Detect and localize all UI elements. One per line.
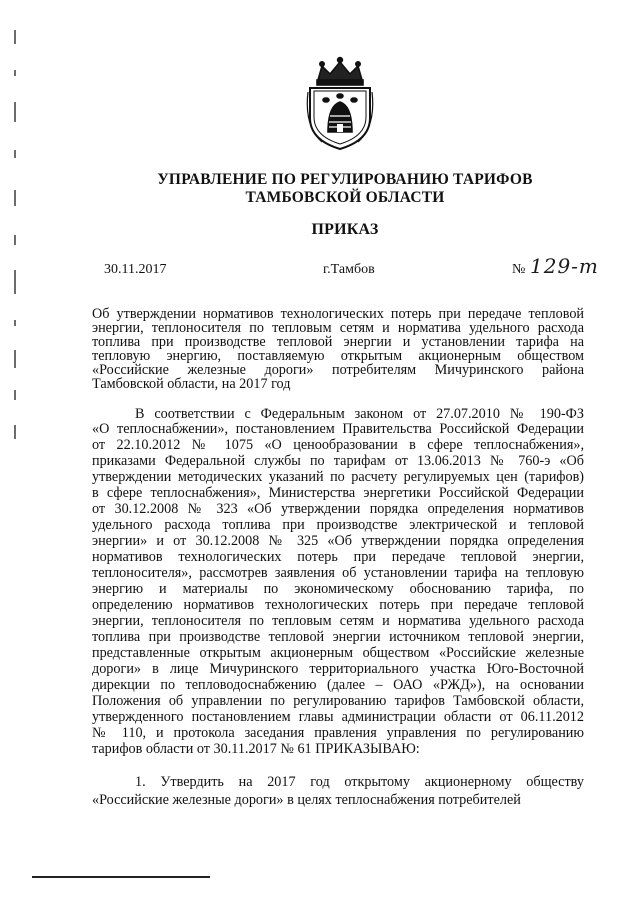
body-line: № 110, и протокола заседания правления управления по регулированию: [92, 725, 584, 741]
body-line: Положения об управлении по регулированию тарифов Тамбовской области,: [92, 693, 584, 709]
body-line: дирекции по тепловодоснабжению (далее – ОАО «РЖД»), на основании: [92, 677, 584, 693]
clause-line: 1. Утвердить на 2017 год открытому акционерному обществу: [135, 774, 584, 790]
order-city: г.Тамбов: [323, 262, 375, 277]
subject-line: тепловую энергию, поставляемую открытым акционерным обществом: [92, 348, 584, 364]
body-line: в сфере теплоснабжения», Министерства энергетики Российской Федерации: [92, 485, 584, 501]
clause-line: «Российские железные дороги» в целях теплоснабжения потребителей: [92, 792, 521, 808]
body-line: определению нормативов технологических потерь при передаче тепловой: [92, 597, 584, 613]
body-line: теплоносителя», рассмотрев заявления об установлении тарифа на тепловую: [92, 565, 584, 581]
footer-divider: [32, 876, 210, 878]
subject-line: Об утверждении нормативов технологических потерь при передаче тепловой: [92, 306, 584, 322]
body-line: В соответствии с Федеральным законом от 27.07.2010 № 190-ФЗ: [135, 406, 584, 422]
body-line: нормативов технологических потерь при передаче тепловой энергии,: [92, 549, 584, 565]
body-line: представленные открытым акционерным обществом «Российские железные: [92, 645, 584, 661]
body-line: «О теплоснабжении», постановлением Правительства Российской Федерации: [92, 421, 584, 437]
subject-line: Тамбовской области, на 2017 год: [92, 376, 291, 392]
body-line: энергию и материалы по экономическому обоснованию тарифа, по: [92, 581, 584, 597]
scan-margin-marks: [12, 30, 18, 450]
body-line: дороги» в лице Мичуринского территориального участка Юго-Восточной: [92, 661, 584, 677]
order-number-label: №: [512, 262, 526, 277]
body-line: от 22.10.2012 № 1075 «О ценообразовании в сфере теплоснабжения»,: [92, 437, 584, 453]
order-number-handwritten: 129-т: [530, 254, 599, 278]
subject-line: энергии, теплоносителя по тепловым сетям и норматива удельного расхода: [92, 320, 584, 336]
body-line: тарифов области от 30.11.2017 № 61 ПРИКАЗЫВАЮ:: [92, 741, 420, 757]
agency-name-line-1: УПРАВЛЕНИЕ ПО РЕГУЛИРОВАНИЮ ТАРИФОВ: [157, 171, 533, 188]
body-line: энергии, теплоносителя по тепловым сетям и норматива удельного расхода: [92, 613, 584, 629]
body-line: утвержденного постановлением главы администрации области от 06.11.2012: [92, 709, 584, 725]
agency-name-line-2: ТАМБОВСКОЙ ОБЛАСТИ: [245, 189, 445, 206]
order-date: 30.11.2017: [104, 262, 167, 277]
coat-of-arms-emblem: [300, 56, 380, 152]
subject-line: «Российские железные дороги» потребителям Мичуринского района: [92, 362, 584, 378]
body-line: приказами Федеральной службы по тарифам от 13.06.2013 № 760-э «Об: [92, 453, 584, 469]
body-line: энергии» и от 30.12.2008 № 325 «Об утверждении порядка определения: [92, 533, 584, 549]
subject-line: топлива при производстве тепловой энергии и установлении тарифа на: [92, 334, 584, 350]
body-line: удельного расхода топлива при производстве электрической и тепловой: [92, 517, 584, 533]
body-line: топлива при производстве тепловой энергии источником тепловой энергии,: [92, 629, 584, 645]
body-line: от 30.12.2008 № 323 «Об утверждении порядка определения нормативов: [92, 501, 584, 517]
document-type-title: ПРИКАЗ: [311, 221, 379, 238]
body-line: утверждении методических указаний по расчету регулируемых цен (тарифов): [92, 469, 584, 485]
